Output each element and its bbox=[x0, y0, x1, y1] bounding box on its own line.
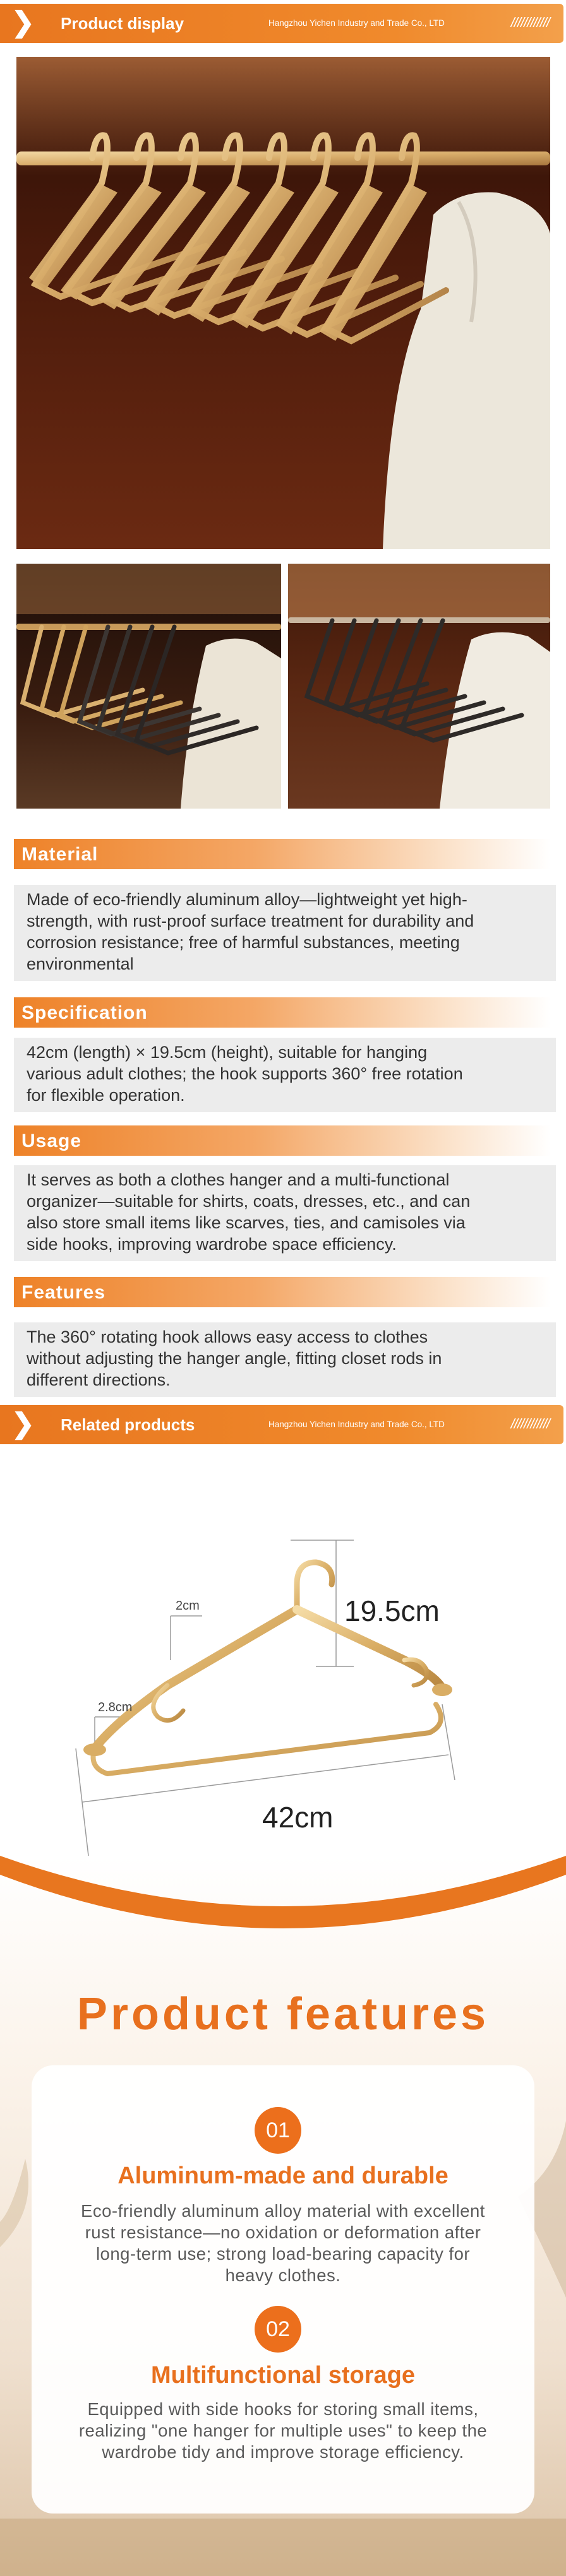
feature-number-badge: 01 bbox=[255, 2107, 301, 2154]
gold-hangers-illustration bbox=[16, 57, 550, 549]
feature-description: Equipped with side hooks for storing small items, realizing "one hanger for multiple uses" to keep the wardrobe tidy and improve storage efficiency. bbox=[78, 2399, 488, 2462]
length-label: 42cm bbox=[262, 1801, 334, 1834]
chevron-right-icon: ❯ bbox=[11, 1408, 35, 1439]
height-label: 19.5cm bbox=[344, 1594, 440, 1627]
black-hangers-illustration bbox=[288, 564, 550, 809]
side-hook-label: 2.8cm bbox=[98, 1701, 133, 1714]
feature-heading: Multifunctional storage bbox=[151, 2362, 415, 2389]
banner-slashes: //////////// bbox=[510, 15, 550, 30]
usage-heading: Usage bbox=[14, 1125, 551, 1156]
feature-number-badge: 02 bbox=[255, 2306, 301, 2353]
gold-and-black-hangers-photo bbox=[16, 564, 281, 809]
related-products-banner bbox=[0, 1405, 566, 1444]
chevron-right-icon: ❯ bbox=[11, 7, 35, 38]
product-display-banner bbox=[0, 4, 566, 43]
main-product-photo bbox=[16, 57, 550, 549]
specification-text: 42cm (length) × 19.5cm (height), suitable for hanging various adult clothes; the hook supports 360° free rotation for flexible operation. bbox=[14, 1038, 556, 1112]
material-text: Made of eco-friendly aluminum alloy—lightweight yet high- strength, with rust-proof surface treatment for durability and corrosion resistance; free of harmful substances, meeting environmental bbox=[14, 885, 556, 981]
black-hangers-photo bbox=[288, 564, 550, 809]
mixed-hangers-illustration bbox=[16, 564, 281, 809]
features-heading: Features bbox=[14, 1277, 551, 1307]
feature-heading: Aluminum-made and durable bbox=[117, 2163, 449, 2189]
usage-text: It serves as both a clothes hanger and a multi-functional organizer—suitable for shirts, coats, dresses, etc., and can also store small items like scarves, ties, and camisoles via side hooks, improving wardrobe space efficiency. bbox=[14, 1165, 556, 1261]
hook-gap-label: 2cm bbox=[176, 1599, 200, 1613]
banner-title: Related products bbox=[61, 1415, 195, 1434]
banner-company: Hangzhou Yichen Industry and Trade Co., LTD bbox=[268, 1420, 445, 1429]
feature-description: Eco-friendly aluminum alloy material with excellent rust resistance—no oxidation or deformation after long-term use; strong load-bearing capacity for heavy clothes. bbox=[81, 2201, 485, 2285]
product-features-title: Product features bbox=[76, 1989, 490, 2039]
banner-company: Hangzhou Yichen Industry and Trade Co., LTD bbox=[268, 18, 445, 28]
features-text: The 360° rotating hook allows easy access to clothes without adjusting the hanger angle, fitting closet rods in different directions. bbox=[14, 1322, 556, 1397]
dimension-diagram bbox=[0, 1515, 566, 1868]
specification-heading: Specification bbox=[14, 997, 551, 1028]
banner-slashes: //////////// bbox=[510, 1416, 550, 1432]
banner-title: Product display bbox=[61, 14, 184, 33]
material-heading: Material bbox=[14, 839, 551, 869]
